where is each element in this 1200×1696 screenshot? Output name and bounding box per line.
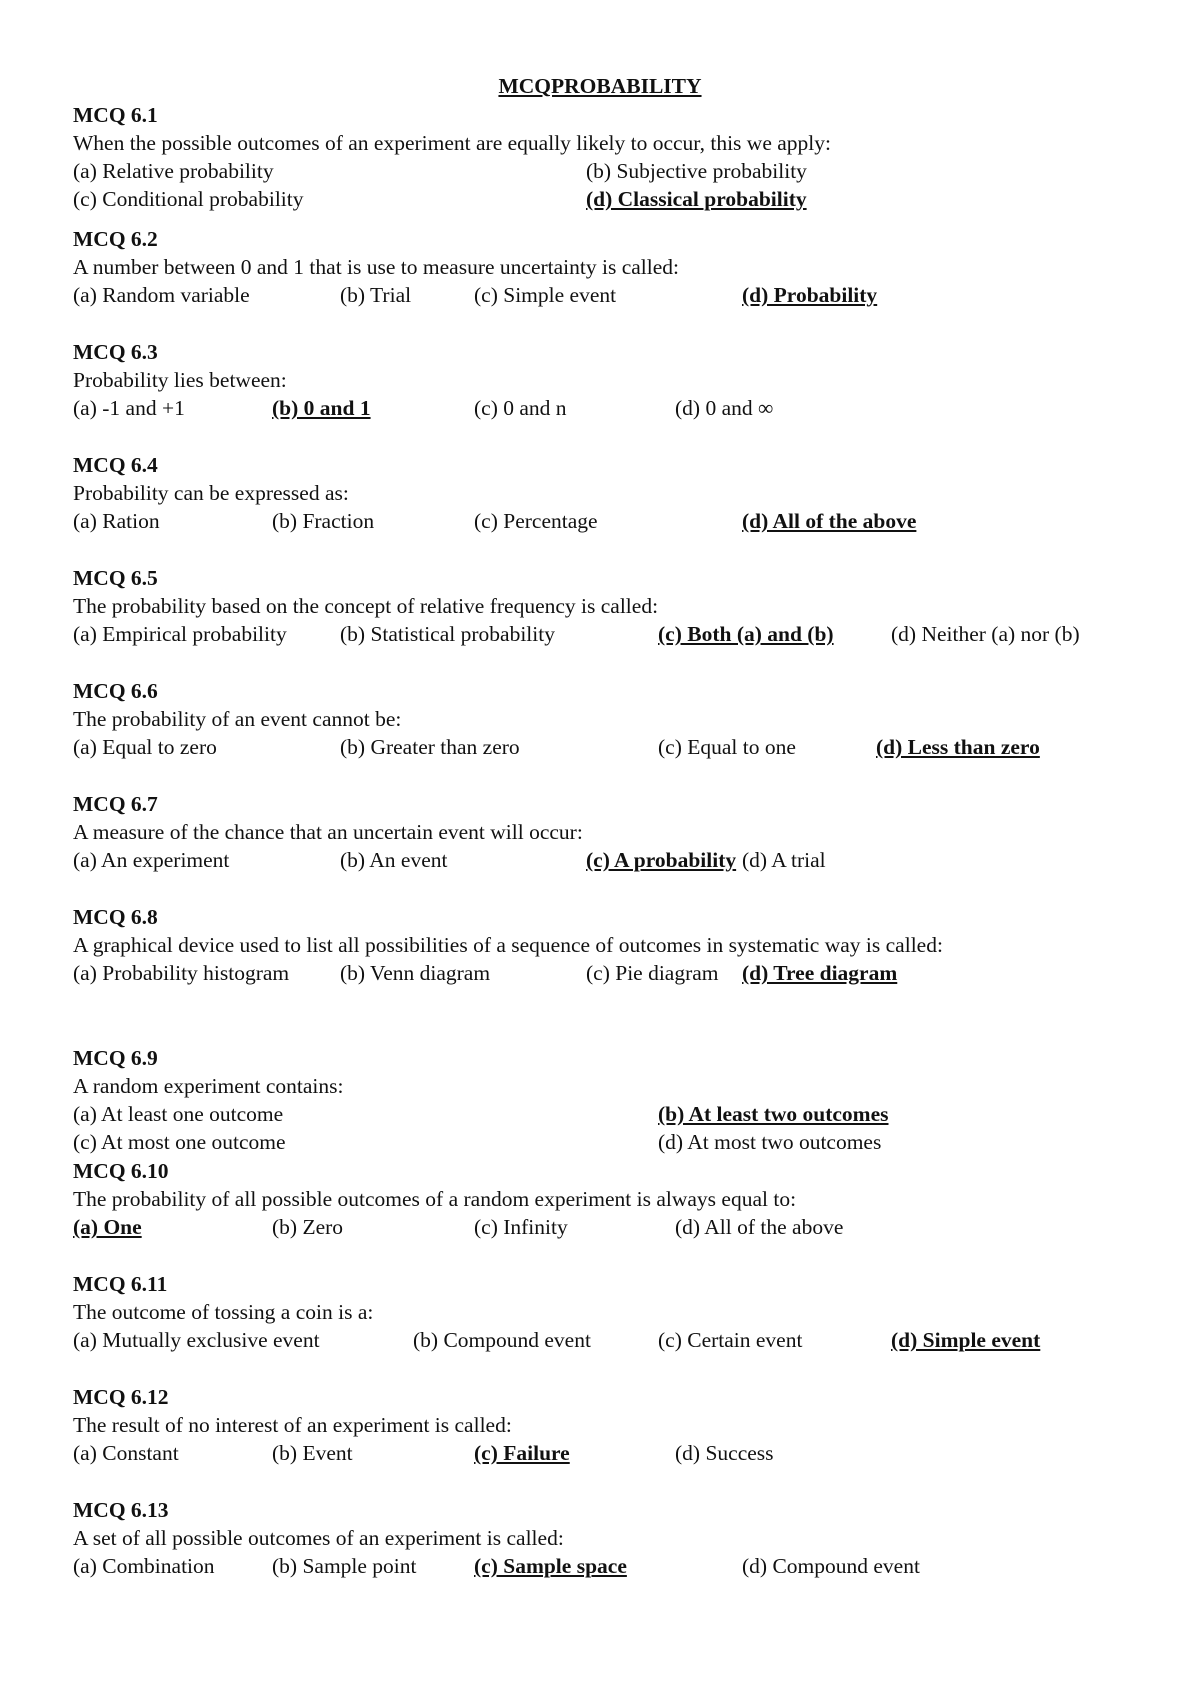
- correct-answer-option: (d) Less than zero: [876, 735, 1040, 759]
- option-row: [73, 185, 1153, 213]
- answer-option: (c) Conditional probability: [73, 187, 304, 211]
- option-row: [73, 1439, 1153, 1467]
- answer-option: (c) At most one outcome: [73, 1130, 286, 1154]
- question-number: MCQ 6.6: [73, 679, 158, 703]
- answer-option: (a) Mutually exclusive event: [73, 1328, 320, 1352]
- mcq-question: [73, 101, 1153, 213]
- answer-option: (b) Venn diagram: [340, 961, 491, 985]
- answer-option: (b) An event: [340, 848, 448, 872]
- option-row: [73, 959, 1153, 987]
- option-row: [73, 507, 1153, 535]
- answer-option: (a) Equal to zero: [73, 735, 217, 759]
- correct-answer-option: (a) One: [73, 1215, 142, 1239]
- answer-option: (b) Statistical probability: [340, 622, 555, 646]
- mcq-question: [73, 1496, 1153, 1580]
- question-text: The probability of all possible outcomes of a random experiment is always equal to:: [73, 1187, 797, 1211]
- page-title: MCQPROBABILITY: [498, 74, 702, 98]
- correct-answer-option: (c) Sample space: [474, 1554, 627, 1578]
- answer-option: (d) Neither (a) nor (b): [891, 622, 1080, 646]
- answer-option: (d) Success: [675, 1441, 774, 1465]
- mcq-question: [73, 1157, 1153, 1241]
- answer-option: (a) Constant: [73, 1441, 179, 1465]
- question-number: MCQ 6.11: [73, 1272, 168, 1296]
- mcq-question: [73, 451, 1153, 535]
- answer-option: (b) Trial: [340, 283, 412, 307]
- question-number: MCQ 6.1: [73, 103, 158, 127]
- answer-option: (c) Equal to one: [658, 735, 796, 759]
- answer-option: (a) Combination: [73, 1554, 215, 1578]
- answer-option: (b) Greater than zero: [340, 735, 520, 759]
- answer-option: (c) Percentage: [474, 509, 598, 533]
- answer-option: (d) All of the above: [675, 1215, 844, 1239]
- question-number: MCQ 6.3: [73, 340, 158, 364]
- answer-option: (a) Ration: [73, 509, 160, 533]
- answer-option: (b) Event: [272, 1441, 353, 1465]
- answer-option: (a) Empirical probability: [73, 622, 287, 646]
- answer-option: (d) Compound event: [742, 1554, 920, 1578]
- answer-option: (c) Infinity: [474, 1215, 568, 1239]
- question-number: MCQ 6.7: [73, 792, 158, 816]
- question-text: A graphical device used to list all possibilities of a sequence of outcomes in systematic way is called:: [73, 933, 943, 957]
- question-number: MCQ 6.4: [73, 453, 158, 477]
- correct-answer-option: (b) 0 and 1: [272, 396, 371, 420]
- question-text: When the possible outcomes of an experiment are equally likely to occur, this we apply:: [73, 131, 831, 155]
- correct-answer-option: (b) At least two outcomes: [658, 1102, 889, 1126]
- answer-option: (b) Subjective probability: [586, 159, 807, 183]
- option-row: [73, 1326, 1153, 1354]
- mcq-question: [73, 790, 1153, 874]
- question-text: The probability of an event cannot be:: [73, 707, 402, 731]
- option-row: [73, 1213, 1153, 1241]
- mcq-question: [73, 1044, 1153, 1156]
- question-text: A set of all possible outcomes of an experiment is called:: [73, 1526, 564, 1550]
- mcq-question: [73, 564, 1153, 648]
- correct-answer-option: (d) Classical probability: [586, 187, 807, 211]
- option-row: [73, 846, 1153, 874]
- answer-option: (a) -1 and +1: [73, 396, 185, 420]
- mcq-question: [73, 225, 1153, 309]
- answer-option: (a) At least one outcome: [73, 1102, 284, 1126]
- option-row: [73, 1552, 1153, 1580]
- mcq-question: [73, 677, 1153, 761]
- option-row: [73, 281, 1153, 309]
- correct-answer-option: (d) Simple event: [891, 1328, 1041, 1352]
- question-number: MCQ 6.10: [73, 1159, 169, 1183]
- mcq-question: [73, 338, 1153, 422]
- answer-option: (a) Relative probability: [73, 159, 274, 183]
- answer-option: (b) Sample point: [272, 1554, 417, 1578]
- answer-option: (d) A trial: [742, 848, 826, 872]
- correct-answer-option: (c) Failure: [474, 1441, 570, 1465]
- question-number: MCQ 6.5: [73, 566, 158, 590]
- answer-option: (a) Probability histogram: [73, 961, 290, 985]
- answer-option: (b) Fraction: [272, 509, 375, 533]
- question-text: A measure of the chance that an uncertain event will occur:: [73, 820, 583, 844]
- mcq-question: [73, 1383, 1153, 1467]
- question-number: MCQ 6.9: [73, 1046, 158, 1070]
- answer-option: (c) 0 and n: [474, 396, 567, 420]
- answer-option: (d) 0 and ∞: [675, 396, 774, 420]
- mcq-question: [73, 1270, 1153, 1354]
- question-number: MCQ 6.12: [73, 1385, 169, 1409]
- correct-answer-option: (d) All of the above: [742, 509, 917, 533]
- answer-option: (c) Pie diagram: [586, 961, 719, 985]
- answer-option: (c) Simple event: [474, 283, 617, 307]
- option-row: [73, 1128, 1153, 1156]
- answer-option: (c) Certain event: [658, 1328, 803, 1352]
- question-text: The probability based on the concept of relative frequency is called:: [73, 594, 659, 618]
- mcq-question: [73, 903, 1153, 987]
- question-text: The outcome of tossing a coin is a:: [73, 1300, 374, 1324]
- option-row: [73, 394, 1153, 422]
- question-number: MCQ 6.8: [73, 905, 158, 929]
- question-text: Probability lies between:: [73, 368, 287, 392]
- option-row: [73, 733, 1153, 761]
- option-row: [73, 157, 1153, 185]
- question-text: A random experiment contains:: [73, 1074, 344, 1098]
- answer-option: (d) At most two outcomes: [658, 1130, 882, 1154]
- answer-option: (a) Random variable: [73, 283, 250, 307]
- correct-answer-option: (d) Probability: [742, 283, 878, 307]
- correct-answer-option: (d) Tree diagram: [742, 961, 898, 985]
- correct-answer-option: (c) A probability: [586, 848, 737, 872]
- question-number: MCQ 6.13: [73, 1498, 169, 1522]
- answer-option: (b) Zero: [272, 1215, 344, 1239]
- correct-answer-option: (c) Both (a) and (b): [658, 622, 834, 646]
- answer-option: (b) Compound event: [413, 1328, 591, 1352]
- option-row: [73, 1100, 1153, 1128]
- question-text: The result of no interest of an experiment is called:: [73, 1413, 512, 1437]
- question-text: Probability can be expressed as:: [73, 481, 349, 505]
- question-number: MCQ 6.2: [73, 227, 158, 251]
- option-row: [73, 620, 1153, 648]
- question-text: A number between 0 and 1 that is use to measure uncertainty is called:: [73, 255, 679, 279]
- answer-option: (a) An experiment: [73, 848, 230, 872]
